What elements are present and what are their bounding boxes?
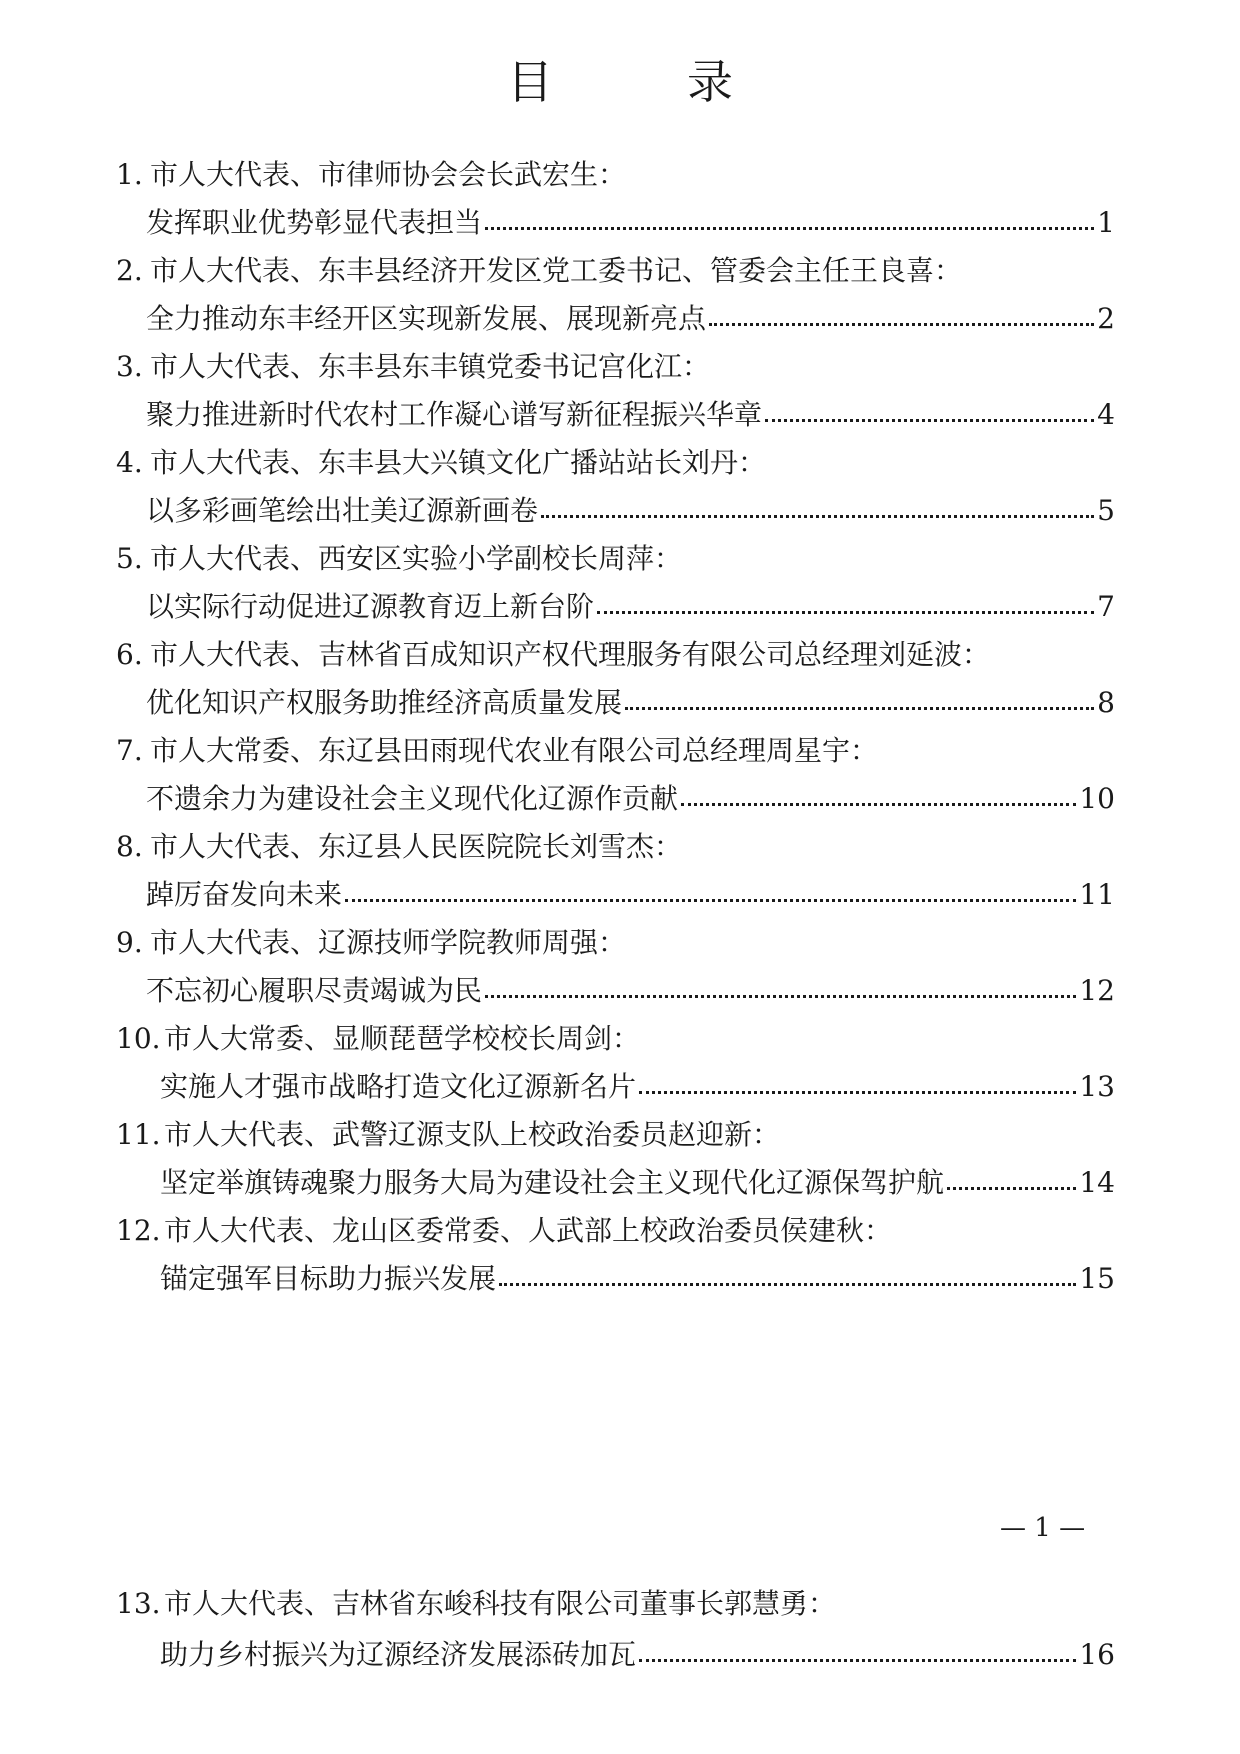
entry-number: 7. bbox=[116, 734, 143, 767]
entry-number: 4. bbox=[116, 446, 143, 479]
entry-heading: 市人大代表、武警辽源支队上校政治委员赵迎新： bbox=[164, 1118, 781, 1151]
entry-page-number: 8 bbox=[1097, 686, 1115, 719]
entry-page-number: 2 bbox=[1097, 302, 1115, 335]
toc-entry-link[interactable] bbox=[160, 1067, 1115, 1107]
entry-number: 5. bbox=[116, 542, 143, 575]
entry-page-number: 10 bbox=[1079, 782, 1115, 815]
toc-entry-heading bbox=[116, 251, 962, 291]
toc-entry-heading bbox=[116, 827, 682, 867]
toc-entry-link[interactable] bbox=[146, 491, 1115, 531]
entry-page-number: 1 bbox=[1097, 206, 1115, 239]
entry-heading: 市人大代表、东辽县人民医院院长刘雪杰： bbox=[150, 830, 683, 863]
entry-number: 3. bbox=[116, 350, 143, 383]
toc-entry-link[interactable] bbox=[146, 875, 1115, 915]
entry-page-number: 12 bbox=[1079, 974, 1115, 1007]
entry-title: 全力推动东丰经开区实现新发展、展现新亮点 bbox=[146, 302, 707, 335]
entry-title: 锚定强军目标助力振兴发展 bbox=[160, 1262, 497, 1295]
toc-entry-heading bbox=[116, 731, 878, 771]
entry-heading: 市人大代表、东丰县东丰镇党委书记宫化江： bbox=[150, 350, 711, 383]
toc-entry-link[interactable] bbox=[146, 203, 1115, 243]
entry-page-number: 5 bbox=[1097, 494, 1115, 527]
entry-heading: 市人大代表、西安区实验小学副校长周萍： bbox=[150, 542, 683, 575]
leader-dots bbox=[709, 323, 1094, 326]
toc-entry-heading bbox=[116, 443, 766, 483]
toc-entry-link[interactable] bbox=[146, 587, 1115, 627]
entry-heading: 市人大代表、辽源技师学院教师周强： bbox=[150, 926, 627, 959]
entry-title: 发挥职业优势彰显代表担当 bbox=[146, 206, 483, 239]
entry-number: 10. bbox=[116, 1022, 161, 1055]
entry-page-number: 7 bbox=[1097, 590, 1115, 623]
leader-dots bbox=[639, 1659, 1076, 1662]
entry-number: 2. bbox=[116, 254, 143, 287]
entry-page-number: 16 bbox=[1079, 1638, 1115, 1671]
entry-title: 以实际行动促进辽源教育迈上新台阶 bbox=[146, 590, 595, 623]
toc-entry-link[interactable] bbox=[160, 1163, 1115, 1203]
leader-dots bbox=[499, 1283, 1076, 1286]
entry-page-number: 15 bbox=[1079, 1262, 1115, 1295]
leader-dots bbox=[485, 227, 1094, 230]
leader-dots bbox=[765, 419, 1094, 422]
leader-dots bbox=[345, 899, 1076, 902]
leader-dots bbox=[625, 707, 1094, 710]
leader-dots bbox=[541, 515, 1094, 518]
toc-entry-heading bbox=[116, 347, 710, 387]
entry-title: 以多彩画笔绘出壮美辽源新画卷 bbox=[146, 494, 539, 527]
entry-heading: 市人大代表、龙山区委常委、人武部上校政治委员侯建秋： bbox=[164, 1214, 893, 1247]
entry-title: 踔厉奋发向未来 bbox=[146, 878, 343, 911]
entry-title: 实施人才强市战略打造文化辽源新名片 bbox=[160, 1070, 637, 1103]
entry-number: 1. bbox=[116, 158, 143, 191]
entry-heading: 市人大代表、东丰县经济开发区党工委书记、管委会主任王良喜： bbox=[150, 254, 963, 287]
toc-entry-link[interactable] bbox=[146, 683, 1115, 723]
toc-entry-link[interactable] bbox=[146, 971, 1115, 1011]
toc-entry-link[interactable] bbox=[146, 299, 1115, 339]
toc-entry-link[interactable] bbox=[146, 779, 1115, 819]
toc-entry-heading bbox=[116, 1584, 836, 1624]
entry-heading: 市人大常委、显顺琵琶学校校长周剑： bbox=[164, 1022, 641, 1055]
entry-title: 不遗余力为建设社会主义现代化辽源作贡献 bbox=[146, 782, 679, 815]
entry-number: 8. bbox=[116, 830, 143, 863]
entry-title: 不忘初心履职尽责竭诚为民 bbox=[146, 974, 483, 1007]
entry-title: 坚定举旗铸魂聚力服务大局为建设社会主义现代化辽源保驾护航 bbox=[160, 1166, 945, 1199]
entry-page-number: 11 bbox=[1079, 878, 1115, 911]
entry-heading: 市人大代表、东丰县大兴镇文化广播站站长刘丹： bbox=[150, 446, 767, 479]
entry-heading: 市人大常委、东辽县田雨现代农业有限公司总经理周星宇： bbox=[150, 734, 879, 767]
entry-page-number: 4 bbox=[1097, 398, 1115, 431]
toc-entry-heading bbox=[116, 1211, 892, 1251]
entry-title: 助力乡村振兴为辽源经济发展添砖加瓦 bbox=[160, 1638, 637, 1671]
toc-entry-link[interactable] bbox=[146, 395, 1115, 435]
entry-title: 优化知识产权服务助推经济高质量发展 bbox=[146, 686, 623, 719]
entry-number: 11. bbox=[116, 1118, 161, 1151]
toc-entry-heading bbox=[116, 1115, 780, 1155]
entry-title: 聚力推进新时代农村工作凝心谱写新征程振兴华章 bbox=[146, 398, 763, 431]
page-title: 目 录 bbox=[507, 55, 777, 109]
entry-number: 13. bbox=[116, 1587, 161, 1620]
leader-dots bbox=[639, 1091, 1076, 1094]
toc-entry-heading bbox=[116, 539, 682, 579]
entry-page-number: 13 bbox=[1079, 1070, 1115, 1103]
toc-entry-heading bbox=[116, 155, 626, 195]
toc-entry-heading bbox=[116, 635, 990, 675]
leader-dots bbox=[597, 611, 1094, 614]
entry-heading: 市人大代表、吉林省东峻科技有限公司董事长郭慧勇： bbox=[164, 1587, 837, 1620]
toc-entry-heading bbox=[116, 1019, 640, 1059]
toc-entry-link[interactable] bbox=[160, 1635, 1115, 1675]
page-footer-number: — 1 — bbox=[1000, 1513, 1086, 1543]
entry-number: 9. bbox=[116, 926, 143, 959]
toc-entry-link[interactable] bbox=[160, 1259, 1115, 1299]
toc-entry-heading bbox=[116, 923, 626, 963]
leader-dots bbox=[947, 1187, 1076, 1190]
entry-number: 12. bbox=[116, 1214, 161, 1247]
leader-dots bbox=[681, 803, 1076, 806]
entry-heading: 市人大代表、市律师协会会长武宏生： bbox=[150, 158, 627, 191]
entry-heading: 市人大代表、吉林省百成知识产权代理服务有限公司总经理刘延波： bbox=[150, 638, 991, 671]
leader-dots bbox=[485, 995, 1076, 998]
entry-number: 6. bbox=[116, 638, 143, 671]
entry-page-number: 14 bbox=[1079, 1166, 1115, 1199]
